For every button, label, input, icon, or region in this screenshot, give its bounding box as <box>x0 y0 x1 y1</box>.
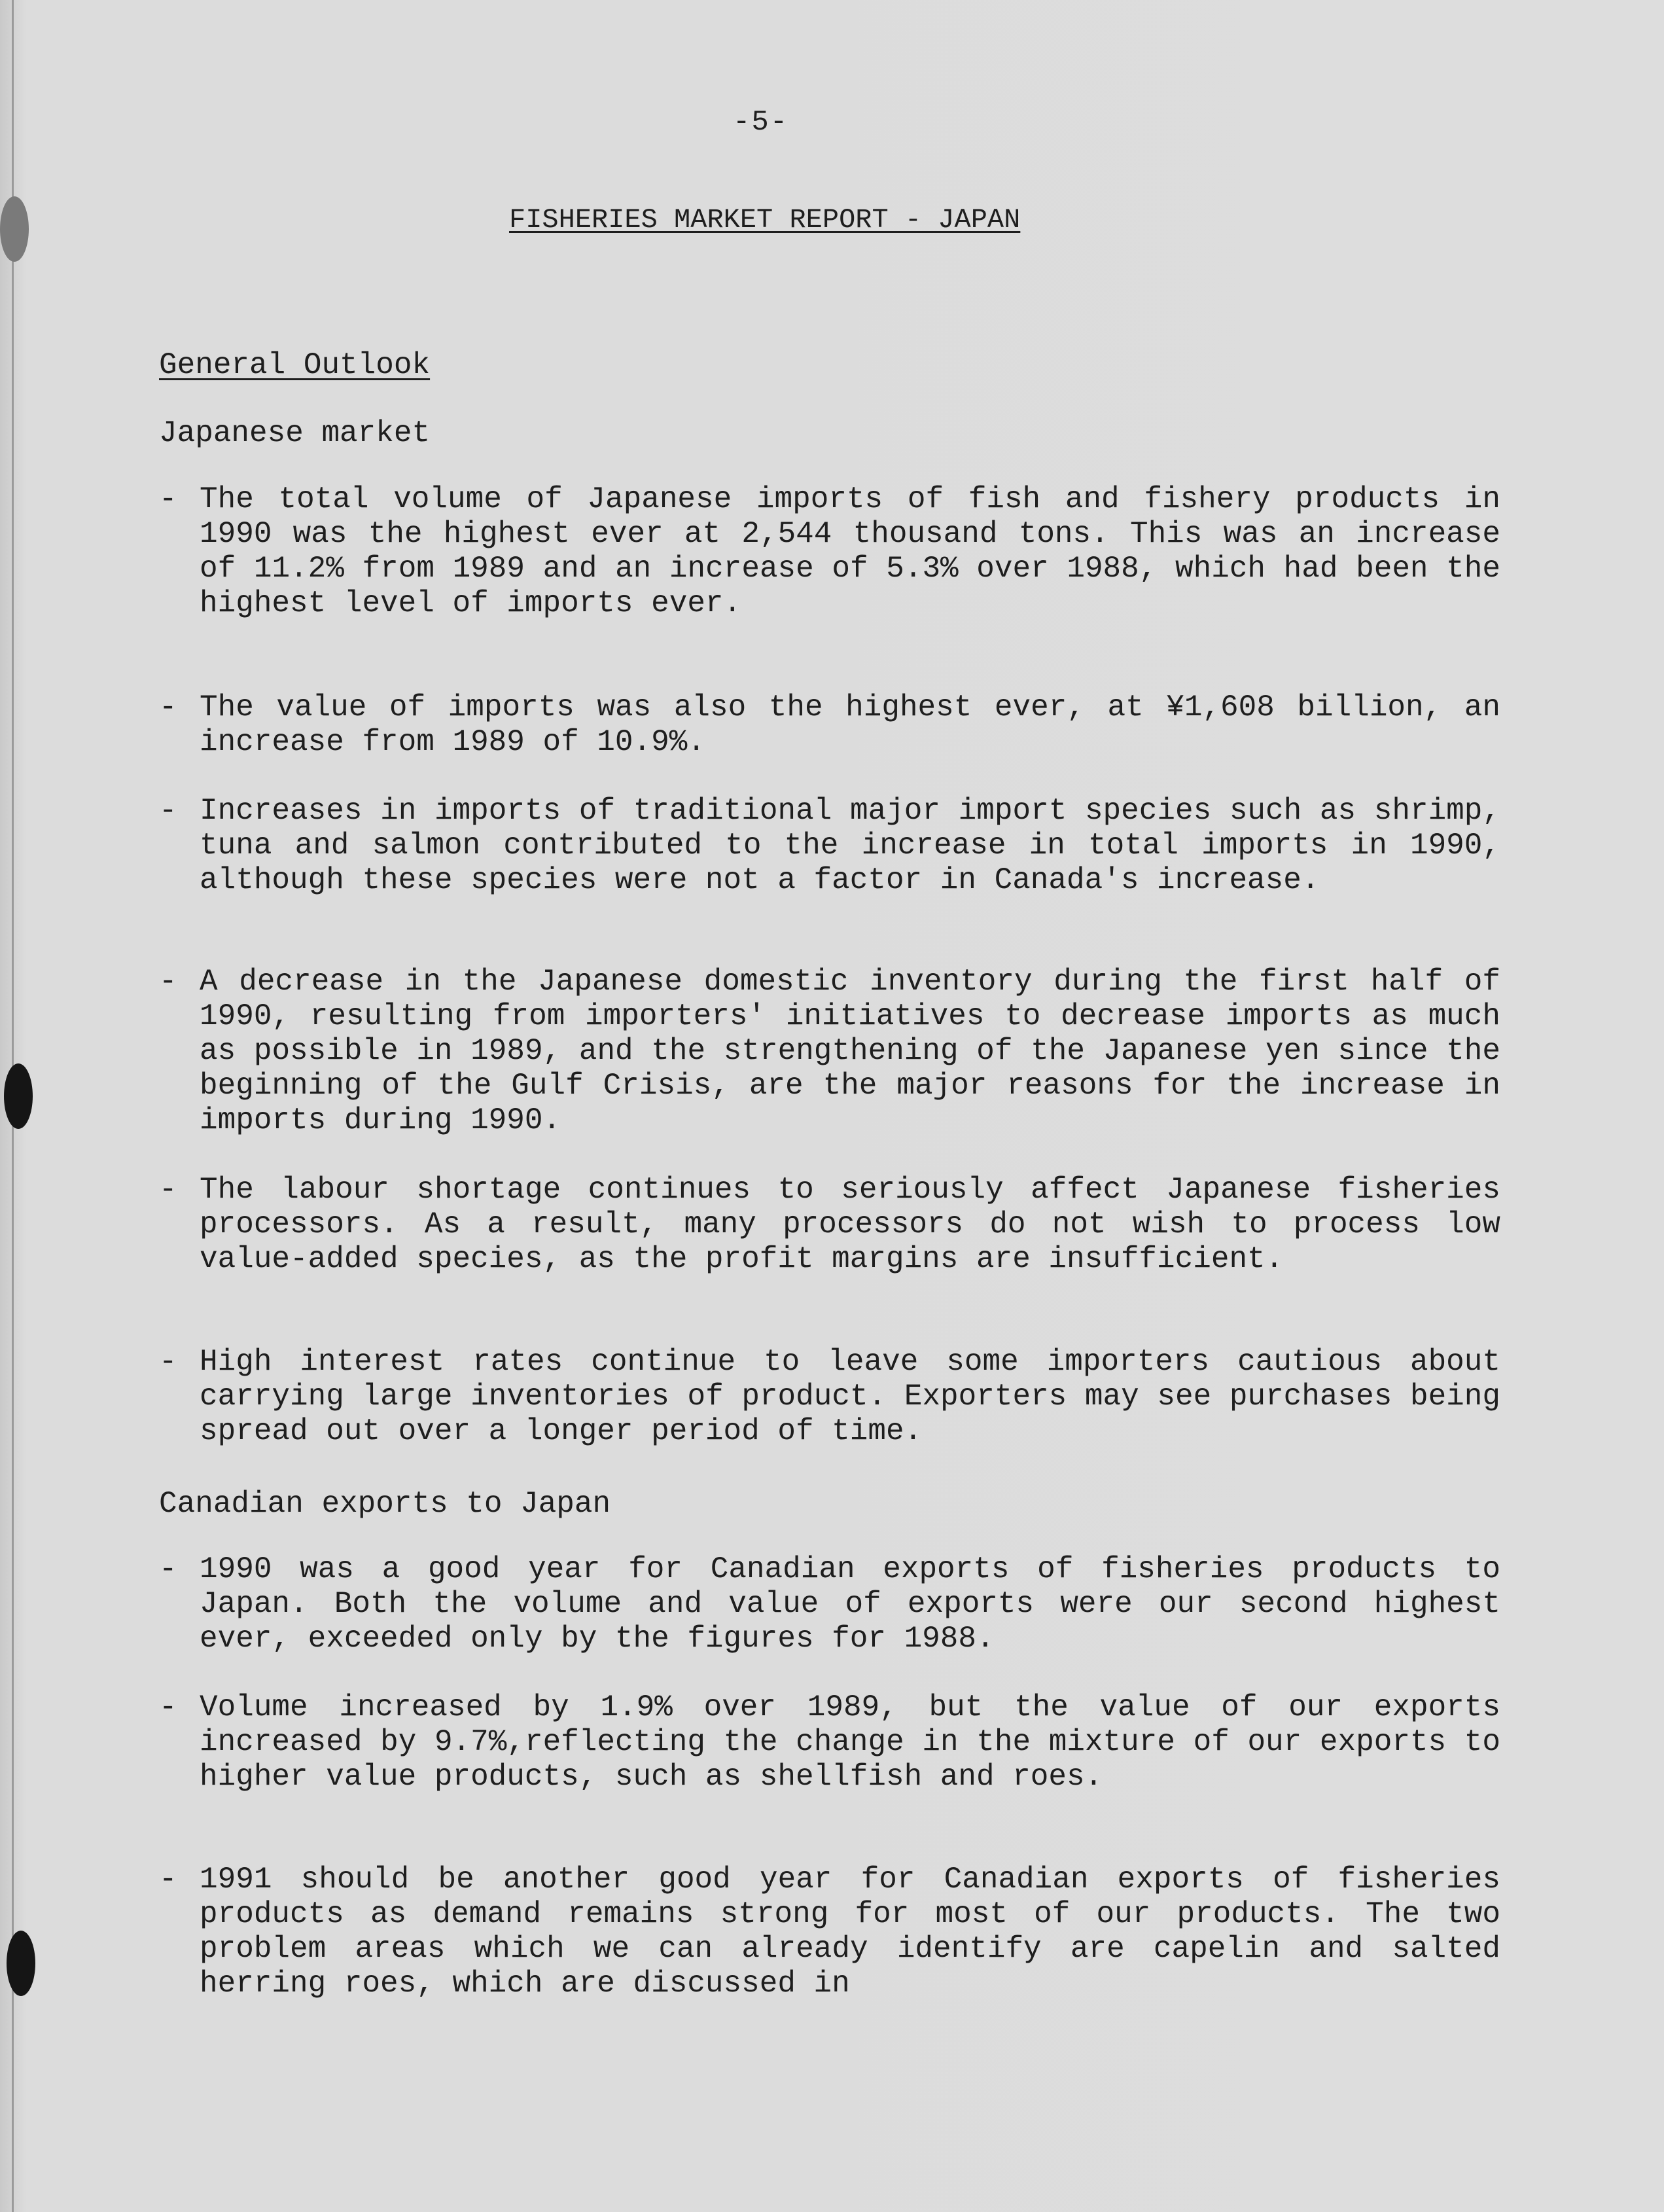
bullet-text: The total volume of Japanese imports of fish and fishery products in 1990 was the highest ever at 2,544 thousand tons. This was an increase of 11.2% from 1989 and an increase of 5.3% over 1988, which had been the highest level of imports ever. <box>200 482 1500 620</box>
subheading-canadian-exports: Canadian exports to Japan <box>159 1487 611 1521</box>
list-item <box>159 794 1500 898</box>
list-item <box>159 482 1500 621</box>
bullet-dash: - <box>159 1552 177 1586</box>
list-item <box>159 1690 1500 1794</box>
bullet-text: High interest rates continue to leave some importers cautious about carrying large inventories of product. Exporters may see purchases being spread out over a longer period of time. <box>200 1345 1500 1448</box>
bullet-dash: - <box>159 690 177 724</box>
bullet-text: A decrease in the Japanese domestic inventory during the first half of 1990, resulting from importers' initiatives to decrease imports as much as possible in 1989, and the strengthening of the Japanese yen since the beginning of the Gulf Crisis, are the major reasons for the increase in imports during 1990. <box>200 965 1500 1137</box>
list-item <box>159 965 1500 1138</box>
bullet-dash: - <box>159 482 177 516</box>
report-title: FISHERIES MARKET REPORT - JAPAN <box>509 204 1021 236</box>
page-number: -5- <box>733 106 789 139</box>
bullet-dash: - <box>159 1173 177 1207</box>
bullet-dash: - <box>159 1345 177 1379</box>
bullet-text: The value of imports was also the highest ever, at ¥1,608 billion, an increase from 1989 of 10.9%. <box>200 690 1500 759</box>
list-item <box>159 1863 1500 2001</box>
bullet-dash: - <box>159 794 177 828</box>
bullet-dash: - <box>159 965 177 999</box>
list-item <box>159 1552 1500 1656</box>
binder-hole <box>4 1063 33 1129</box>
bullet-text: 1991 should be another good year for Canadian exports of fisheries products as demand remains strong for most of our products. The two problem areas which we can already identify are capelin and salted herring roes, which are discussed in <box>200 1863 1500 2001</box>
binder-hole <box>0 196 29 262</box>
list-item <box>159 690 1500 760</box>
bullet-dash: - <box>159 1863 177 1897</box>
bullet-text: The labour shortage continues to seriously affect Japanese fisheries processors. As a result, many processors do not wish to process low value-added species, as the profit margins are insufficient. <box>200 1173 1500 1276</box>
list-item <box>159 1173 1500 1277</box>
binder-hole <box>7 1931 35 1996</box>
bullet-text: Increases in imports of traditional major import species such as shrimp, tuna and salmon contributed to the increase in total imports in 1990, although these species were not a factor in Canada's increase. <box>200 794 1500 897</box>
bullet-dash: - <box>159 1690 177 1724</box>
bullet-text: Volume increased by 1.9% over 1989, but the value of our exports increased by 9.7%,reflecting the change in the mixture of our exports to higher value products, such as shellfish and roes. <box>200 1690 1500 1794</box>
bullet-text: 1990 was a good year for Canadian exports of fisheries products to Japan. Both the volume and value of exports were our second highest ever, exceeded only by the figures for 1988. <box>200 1552 1500 1656</box>
list-item <box>159 1345 1500 1449</box>
subheading-japanese-market: Japanese market <box>159 416 431 450</box>
section-heading: General Outlook <box>159 348 431 382</box>
